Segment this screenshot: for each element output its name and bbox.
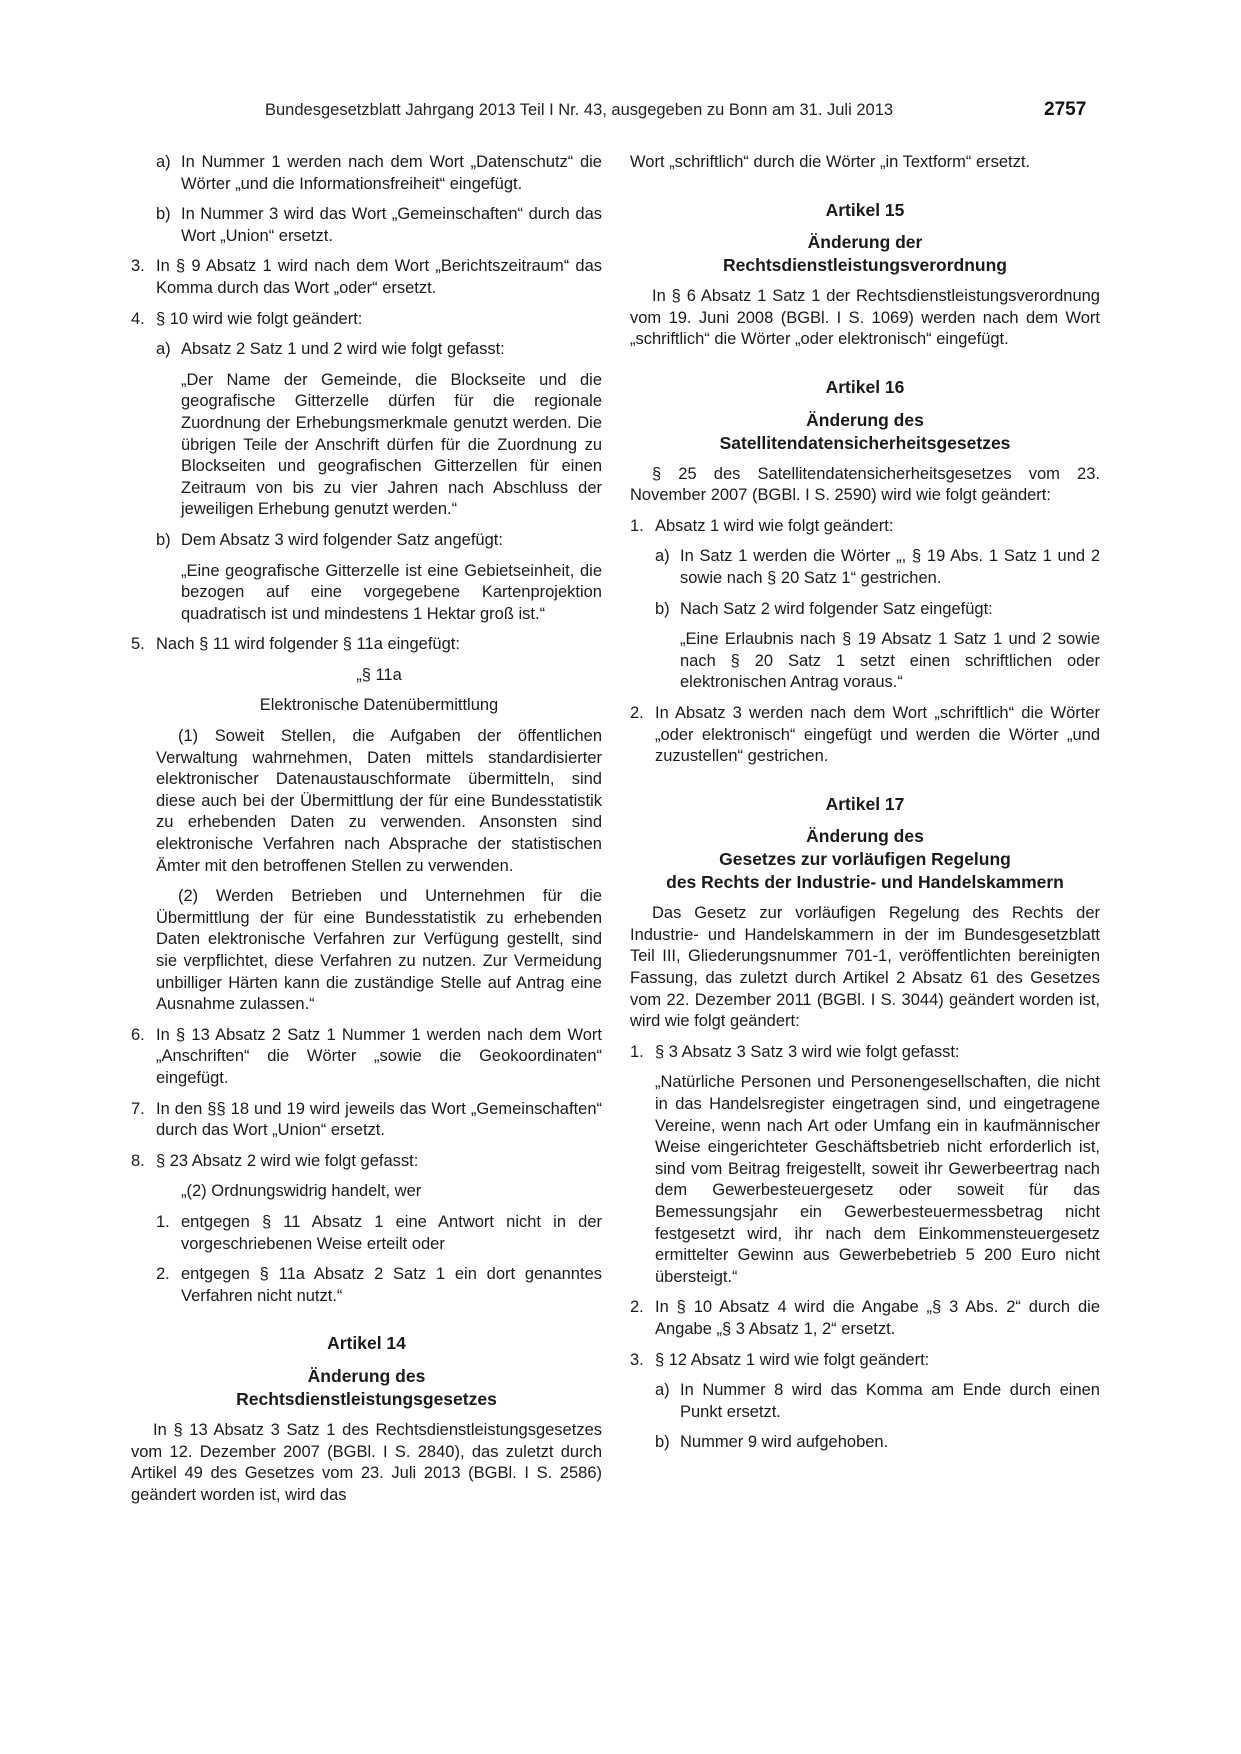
list-item bbox=[131, 530, 602, 552]
quoted-text: „(2) Ordnungswidrig handelt, wer bbox=[181, 1182, 422, 1201]
list-text: Absatz 1 wird wie folgt geändert: bbox=[655, 516, 894, 535]
list-text: In § 13 Absatz 2 Satz 1 Nummer 1 werden nach dem Wort „Anschriften“ die Wörter „sowie die Geokoordinaten“ eingefügt. bbox=[156, 1025, 602, 1087]
list-text: § 12 Absatz 1 wird wie folgt geändert: bbox=[655, 1350, 930, 1369]
list-text: In den §§ 18 und 19 wird jeweils das Wort „Gemeinschaften“ durch das Wort „Union“ ersetzt. bbox=[156, 1099, 602, 1140]
list-marker: b) bbox=[655, 1433, 670, 1452]
list-marker: 4. bbox=[131, 309, 145, 328]
list-item bbox=[630, 516, 1100, 538]
article-heading-line: Änderung des bbox=[806, 826, 924, 847]
list-marker: 3. bbox=[630, 1350, 644, 1369]
list-text: Nummer 9 wird aufgehoben. bbox=[680, 1433, 889, 1452]
article-heading bbox=[131, 1365, 602, 1411]
list-text: In Nummer 1 werden nach dem Wort „Datenschutz“ die Wörter „und die Informationsfreiheit“ eingefügt. bbox=[181, 153, 602, 193]
quoted-text: „Eine geografische Gitterzelle ist eine Gebietseinheit, die bezogen auf eine vorgegebene Kartenprojektion quadratisch ist und mindestens 1 Hektar groß ist.“ bbox=[181, 561, 602, 623]
list-text: entgegen § 11 Absatz 1 eine Antwort nicht in der vorgeschriebenen Weise erteilt oder bbox=[181, 1212, 602, 1253]
quoted-text: „Eine Erlaubnis nach § 19 Absatz 1 Satz 1 und 2 sowie nach § 20 Satz 1 setzt einen schriftlichen oder elektronischen Antrag voraus.“ bbox=[680, 630, 1100, 692]
list-item bbox=[131, 1151, 602, 1173]
list-marker: 8. bbox=[131, 1151, 145, 1170]
list-marker: 1. bbox=[630, 516, 644, 535]
list-text: In Satz 1 werden die Wörter „, § 19 Abs. 1 Satz 1 und 2 sowie nach § 20 Satz 1“ gestrichen. bbox=[680, 547, 1100, 587]
article-heading-line: Gesetzes zur vorläufigen Regelung bbox=[719, 849, 1011, 870]
list-marker: b) bbox=[156, 205, 171, 224]
article-heading-line: Änderung des bbox=[806, 409, 924, 430]
list-item bbox=[131, 339, 602, 361]
list-text: In § 9 Absatz 1 wird nach dem Wort „Berichtszeitraum“ das Komma durch das Wort „oder“ ersetzt. bbox=[156, 257, 602, 297]
list-item bbox=[131, 1264, 602, 1307]
list-item bbox=[630, 1350, 1100, 1372]
list-text: In § 10 Absatz 4 wird die Angabe „§ 3 Abs. 2“ durch die Angabe „§ 3 Absatz 1, 2“ ersetzt. bbox=[655, 1298, 1100, 1338]
list-marker: a) bbox=[655, 1381, 670, 1400]
paragraph: In § 13 Absatz 3 Satz 1 des Rechtsdienstleistungsgesetzes vom 12. Dezember 2007 (BGBl. I S. 2840), das zuletzt durch Artikel 49 des Gesetzes vom 23. Juli 2013 (BGBl. I S. 2586) geändert worden ist, wird das bbox=[131, 1420, 602, 1504]
list-marker: 3. bbox=[131, 257, 145, 276]
list-item bbox=[630, 1380, 1100, 1423]
paragraph: Das Gesetz zur vorläufigen Regelung des Rechts der Industrie- und Handelskammern in der im Bundesgesetzblatt Teil III, Gliederungsnummer 701-1, veröffentlichten bereinigten Fassung, das zuletzt durch Artikel 2 Absatz 61 des Gesetzes vom 22. Dezember 2011 (BGBl. I S. 3044) geändert worden ist, wird wie folgt geändert: bbox=[630, 904, 1100, 1031]
article-number: Artikel 17 bbox=[825, 793, 905, 814]
article-number: Artikel 16 bbox=[825, 376, 905, 397]
list-item bbox=[630, 1042, 1100, 1064]
list-item bbox=[131, 152, 602, 195]
article-heading-line: Änderung der bbox=[807, 232, 923, 253]
paragraph: (2) Werden Betrieben und Unternehmen für die Übermittlung der für eine Bundesstatistik zu erhebenden Daten elektronische Verfahren zur Verfügung gestellt, sind sie verpflichtet, diese Verfahren zu nutzen. Zur Vermeidung unbilliger Härten kann die zuständige Stelle auf Antrag eine Ausnahme zulassen.“ bbox=[156, 887, 602, 1014]
right-column bbox=[630, 152, 1100, 1463]
article-heading bbox=[630, 409, 1100, 455]
list-marker: 7. bbox=[131, 1099, 145, 1118]
article-heading-line: des Rechts der Industrie- und Handelskammern bbox=[666, 872, 1064, 893]
section-title: Elektronische Datenübermittlung bbox=[259, 696, 499, 715]
article-heading bbox=[630, 231, 1100, 277]
list-item bbox=[630, 703, 1100, 768]
list-item bbox=[630, 1432, 1100, 1454]
article-number: Artikel 15 bbox=[825, 199, 905, 220]
list-text: § 23 Absatz 2 wird wie folgt gefasst: bbox=[156, 1151, 419, 1170]
list-item bbox=[630, 1297, 1100, 1340]
article-heading-line: Änderung des bbox=[307, 1365, 426, 1386]
page-number: 2757 bbox=[1044, 99, 1087, 120]
list-text: In Absatz 3 werden nach dem Wort „schriftlich“ die Wörter „oder elektronisch“ eingefügt und werden die Wörter „und zuzustellen“ gestrichen. bbox=[655, 703, 1100, 766]
section-number: „§ 11a bbox=[356, 665, 402, 684]
list-item bbox=[131, 1212, 602, 1255]
paragraph: § 25 des Satellitendatensicherheitsgesetzes vom 23. November 2007 (BGBl. I S. 2590) wird wie folgt geändert: bbox=[630, 464, 1100, 505]
list-marker: 2. bbox=[630, 1298, 644, 1317]
list-marker: b) bbox=[655, 599, 670, 618]
paragraph: (1) Soweit Stellen, die Aufgaben der öffentlichen Verwaltung wahrnehmen, Daten mittels standardisierter elektronischer Datenaustauschformate übermitteln, sind diese auch bei der Übermittlung der für eine Bundesstatistik zu erhebenden Daten zu verwenden. Ansonsten sind elektronische Verfahren nach Absprache der statistischen Ämter mit den betroffenen Stellen zu verwenden. bbox=[156, 727, 602, 875]
list-marker: a) bbox=[655, 547, 670, 566]
list-item bbox=[131, 309, 602, 331]
paragraph: Wort „schriftlich“ durch die Wörter „in Textform“ ersetzt. bbox=[630, 153, 1031, 171]
running-head: Bundesgesetzblatt Jahrgang 2013 Teil I Nr. 43, ausgegeben zu Bonn am 31. Juli 2013 bbox=[265, 101, 894, 119]
list-text: § 3 Absatz 3 Satz 3 wird wie folgt gefasst: bbox=[655, 1042, 960, 1061]
article-heading-line: Satellitendatensicherheitsgesetzes bbox=[719, 432, 1011, 453]
list-item bbox=[131, 1099, 602, 1142]
list-marker: 5. bbox=[131, 635, 145, 654]
list-text: In Nummer 8 wird das Komma am Ende durch einen Punkt ersetzt. bbox=[680, 1381, 1100, 1421]
article-heading bbox=[630, 825, 1100, 894]
article-heading-line: Rechtsdienstleistungsverordnung bbox=[723, 255, 1007, 276]
quoted-text: „Natürliche Personen und Personengesellschaften, die nicht in das Handelsregister eingetragen sind, und eingetragene Vereine, wenn nach Art oder Umfang ein in kaufmännischer Weise eingerichteter Geschäftsbetrieb nicht erforderlich ist, sind vom Beitrag freigestellt, soweit ihr Gewerbeertrag nach dem Gewerbesteuergesetz oder soweit für das Bemessungsjahr ein Gewerbesteuermessbetrag nicht festgesetzt wird, ihr nach dem Einkommensteuergesetz ermittelter Gewinn aus Gewerbebetrieb 5 200 Euro nicht übersteigt.“ bbox=[655, 1073, 1100, 1286]
list-marker: 1. bbox=[156, 1212, 170, 1231]
list-item bbox=[131, 634, 602, 656]
list-marker: 6. bbox=[131, 1025, 145, 1044]
list-text: Nach Satz 2 wird folgender Satz eingefügt: bbox=[680, 599, 993, 618]
list-marker: a) bbox=[156, 340, 171, 359]
list-text: entgegen § 11a Absatz 2 Satz 1 ein dort genanntes Verfahren nicht nutzt.“ bbox=[181, 1265, 602, 1305]
list-text: Absatz 2 Satz 1 und 2 wird wie folgt gefasst: bbox=[181, 340, 505, 359]
quoted-text: „Der Name der Gemeinde, die Blockseite und die geografische Gitterzelle dürfen für die regionale Zuordnung der Erhebungsmerkmale genutzt werden. Die übrigen Teile der Anschrift dürfen für die Zuordnung zu Blockseiten und geografischen Gitterzellen für einen Zeitraum von bis zu vier Jahren nach Abschluss der jeweiligen Erhebung genutzt werden.“ bbox=[181, 370, 602, 519]
list-marker: a) bbox=[156, 153, 171, 171]
list-item bbox=[630, 599, 1100, 621]
list-marker: 1. bbox=[630, 1042, 644, 1061]
article-heading-line: Rechtsdienstleistungsgesetzes bbox=[236, 1388, 497, 1409]
list-text: Dem Absatz 3 wird folgender Satz angefügt: bbox=[181, 530, 503, 549]
paragraph: In § 6 Absatz 1 Satz 1 der Rechtsdienstleistungsverordnung vom 19. Juni 2008 (BGBl. I S. 1069) werden nach dem Wort „schriftlich“ die Wörter „oder elektronisch“ eingefügt. bbox=[630, 287, 1100, 349]
list-item bbox=[131, 256, 602, 299]
article-number: Artikel 14 bbox=[327, 1333, 406, 1354]
list-item bbox=[131, 1025, 602, 1090]
list-text: § 10 wird wie folgt geändert: bbox=[156, 309, 363, 328]
left-column bbox=[131, 152, 602, 1515]
list-marker: 2. bbox=[156, 1265, 170, 1284]
list-item bbox=[131, 204, 602, 247]
list-marker: 2. bbox=[630, 703, 644, 722]
list-text: In Nummer 3 wird das Wort „Gemeinschaften“ durch das Wort „Union“ ersetzt. bbox=[181, 205, 602, 245]
list-marker: b) bbox=[156, 530, 171, 549]
list-text: Nach § 11 wird folgender § 11a eingefügt: bbox=[156, 635, 460, 654]
list-item bbox=[630, 546, 1100, 589]
